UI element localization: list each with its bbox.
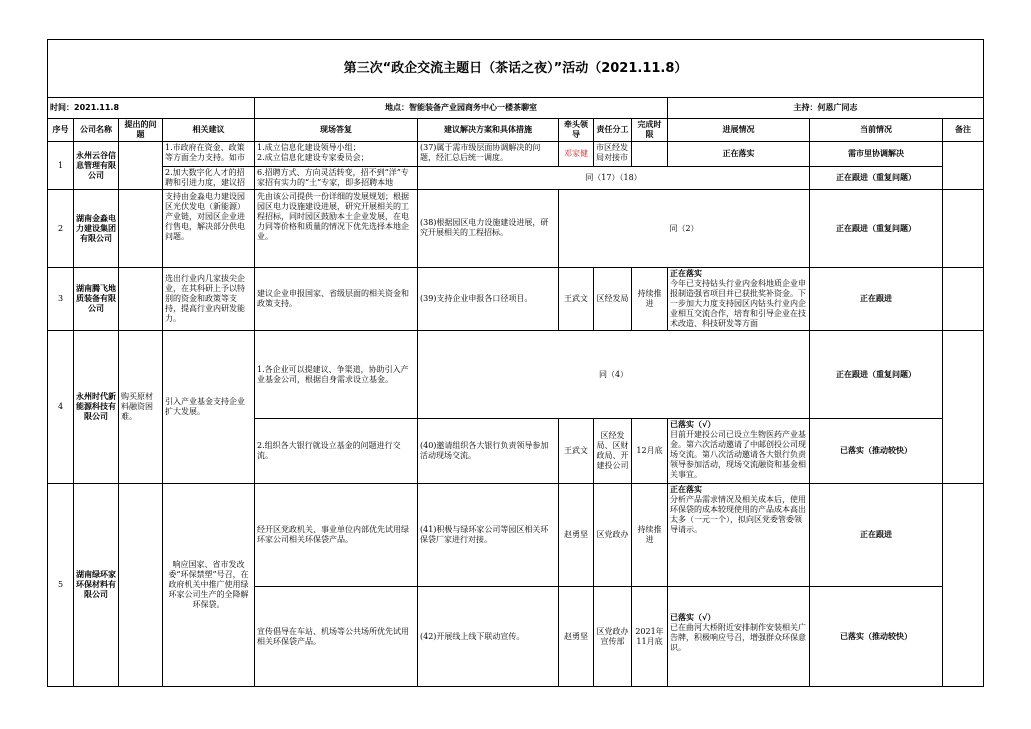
remark-cell (943, 268, 984, 331)
reply-cell: 6.招聘方式、方向灵活转变，招不到“洋”专家招有实力的“土”专家，即多招聘本地 (255, 167, 418, 190)
status-cell: 正在跟进（重复问题） (810, 167, 943, 190)
row-number: 3 (48, 268, 74, 331)
status-cell: 需市里协调解决 (810, 142, 943, 167)
measure-cell: (40)邀请组织各大银行负责领导参加活动现场交流。 (418, 419, 559, 484)
company-name: 湖南金淼电力建设集团有限公司 (74, 190, 119, 268)
leader-cell: 赵勇坚 (559, 484, 594, 587)
reply-cell: 1.各企业可以提建议、争渠道，协助引入产业基金公司，根据自身需求设立基金。 (255, 331, 418, 419)
deadline-cell (632, 142, 668, 167)
status-cell: 已落实（推动较快） (810, 587, 943, 687)
company-name: 永州云谷信息管理有限公司 (74, 142, 119, 190)
deadline-cell: 持续推进 (632, 484, 668, 587)
duty-cell: 区经发局 (594, 268, 632, 331)
header-leader: 牵头领导 (559, 119, 594, 142)
status-cell: 已落实（推动较快） (810, 419, 943, 484)
header-status: 当前情况 (810, 119, 943, 142)
progress-cell (668, 587, 810, 687)
header-suggestion: 相关建议 (163, 119, 255, 142)
status-cell: 正在跟进 (810, 484, 943, 587)
same-as-cell: 同（2） (559, 190, 810, 268)
measure-cell: (41)积极与绿环家公司等园区相关环保袋厂家进行对接。 (418, 484, 559, 587)
meeting-host: 主持：何恩广同志 (668, 98, 984, 119)
activity-table (47, 39, 984, 687)
table-row (48, 331, 984, 419)
status-cell: 正在跟进（重复问题） (810, 190, 943, 268)
leader-cell: 王武文 (559, 268, 594, 331)
company-name: 湖南绿环家环保材料有限公司 (74, 484, 119, 687)
header-company: 公司名称 (74, 119, 119, 142)
progress-text: 目前开建投公司已设立生物医药产业基金。第六次活动邀请了中邮创投公司现场交流。第八次活动邀请各大银行负责领导参加活动，现场交流融资和基金相关事宜。 (670, 430, 806, 479)
leader-cell: 邓家健 (559, 142, 594, 167)
row-number: 2 (48, 190, 74, 268)
measure-cell: (38)根据园区电力设施建设进展，研究开展相关的工程招标。 (418, 190, 559, 268)
reply-cell: 2.组织各大银行就设立基金的问题进行交流。 (255, 419, 418, 484)
row-number: 4 (48, 331, 74, 484)
header-progress: 进展情况 (668, 119, 810, 142)
leader-cell: 赵勇坚 (559, 587, 594, 687)
reply-cell: 1.成立信息化建设领导小组； 2.成立信息化建设专家委员会； (255, 142, 418, 167)
header-num: 序号 (48, 119, 74, 142)
table-row (48, 190, 984, 268)
duty-cell: 市区经发局对接市 (594, 142, 632, 167)
meeting-place: 地点：智能装备产业园商务中心一楼茶聊室 (255, 98, 668, 119)
progress-head: 已落实（√） (670, 613, 716, 622)
status-cell: 正在跟进 (810, 268, 943, 331)
progress-cell (668, 268, 810, 331)
same-as-cell: 同（17）（18） (418, 167, 810, 190)
remark-cell (943, 331, 984, 484)
leader-cell: 王武文 (559, 419, 594, 484)
suggestion-cell: 引入产业基金支持企业扩大发展。 (163, 331, 255, 484)
suggestion-cell: 2.加大数字化人才的招聘和引进力度，建议招 (163, 167, 255, 190)
progress-text: 今年已支持钻头行业内金科地质企业申报制造强省项目并已获批奖补资金。下一步加大力度支持园区内钻头行业内企业相互交流合作，培育和引导企业在技术改造、科技研发等方面 (670, 279, 806, 328)
table-row (48, 268, 984, 331)
question-cell (119, 484, 163, 687)
company-name: 永州时代新能源科技有限公司 (74, 331, 119, 484)
reply-cell: 宣传倡导在车站、机场等公共场所优先试用相关环保袋产品。 (255, 587, 418, 687)
reply-cell: 先由该公司提供一份详细的发展规划；根据园区电力设施建设进展，研究开展相关的工程招标，同时园区鼓励本土企业发展，在电力同等价格和质量的情况下优先选择本地企业。 (255, 190, 418, 268)
remark-cell (943, 484, 984, 687)
header-row (48, 119, 984, 142)
measure-cell: (39)支持企业申报各口径项目。 (418, 268, 559, 331)
duty-cell: 区经发局、区财政局、开建投公司 (594, 419, 632, 484)
header-question: 提出的问题 (119, 119, 163, 142)
question-cell: 购买原材料融资困难。 (119, 331, 163, 484)
header-deadline: 完成时限 (632, 119, 668, 142)
question-cell (119, 268, 163, 331)
reply-cell: 建议企业申报国家、省级层面的相关资金和政策支持。 (255, 268, 418, 331)
remark-cell (943, 190, 984, 268)
measure-cell: (37)属于需市级层面协调解决的问题，经汇总后统一调度。 (418, 142, 559, 167)
measure-cell: (42)开展线上线下联动宣传。 (418, 587, 559, 687)
table-row (48, 484, 984, 587)
status-cell: 正在跟进（重复问题） (810, 331, 943, 419)
progress-text: 分析产品需求情况及相关成本后，使用环保袋的成本较现使用的产品成本高出太多（一元一个），拟向区党委管委领导请示。 (670, 495, 806, 534)
page-title: 第三次“政企交流主题日（茶话之夜）”活动（2021.11.8） (48, 40, 984, 98)
suggestion-cell: 1.市政府在资金、政策等方面全力支持。如市 (163, 142, 255, 167)
deadline-cell: 2021年11月底 (632, 587, 668, 687)
meeting-time: 时间：2021.11.8 (48, 98, 255, 119)
header-measure: 建议解决方案和具体措施 (418, 119, 559, 142)
progress-head: 正在落实 (670, 485, 702, 494)
reply-cell: 经开区党政机关、事业单位内部优先试用绿环家公司相关环保袋产品。 (255, 484, 418, 587)
progress-cell (668, 419, 810, 484)
progress-cell (668, 484, 810, 587)
duty-cell: 区党政办 (594, 484, 632, 587)
deadline-cell: 12月底 (632, 419, 668, 484)
table-row (48, 142, 984, 167)
row-number: 5 (48, 484, 74, 687)
header-duty: 责任分工 (594, 119, 632, 142)
progress-text: 已在曲河大桥附近安排制作安装相关广告牌，积极响应号召，增强群众环保意识。 (670, 623, 806, 652)
suggestion-cell: 响应国家、省市发改委“环保禁塑”号召，在政府机关中推广使用绿环家公司生产的全降解环保袋。 (163, 484, 255, 687)
duty-cell: 区党政办宣传部 (594, 587, 632, 687)
row-number: 1 (48, 142, 74, 190)
suggestion-cell: 选出行业内几家拔尖企业，在其科研上予以特别的资金和政策等支持，提高行业内研发能力。 (163, 268, 255, 331)
suggestion-cell: 支持由金淼电力建设园区光伏发电（新能源）产业链，对园区企业进行售电，解决部分供电问题。 (163, 190, 255, 268)
header-remark: 备注 (943, 119, 984, 142)
question-cell (119, 190, 163, 268)
question-cell (119, 142, 163, 190)
progress-cell: 正在落实 (668, 142, 810, 167)
progress-head: 已落实（√） (670, 420, 716, 429)
remark-cell (943, 142, 984, 190)
header-reply: 现场答复 (255, 119, 418, 142)
company-name: 湖南腾飞地质装备有限公司 (74, 268, 119, 331)
deadline-cell: 持续推进 (632, 268, 668, 331)
table-row (48, 167, 984, 190)
meta-row (48, 98, 984, 119)
progress-head: 正在落实 (670, 269, 702, 278)
same-as-cell: 同（4） (418, 331, 810, 419)
